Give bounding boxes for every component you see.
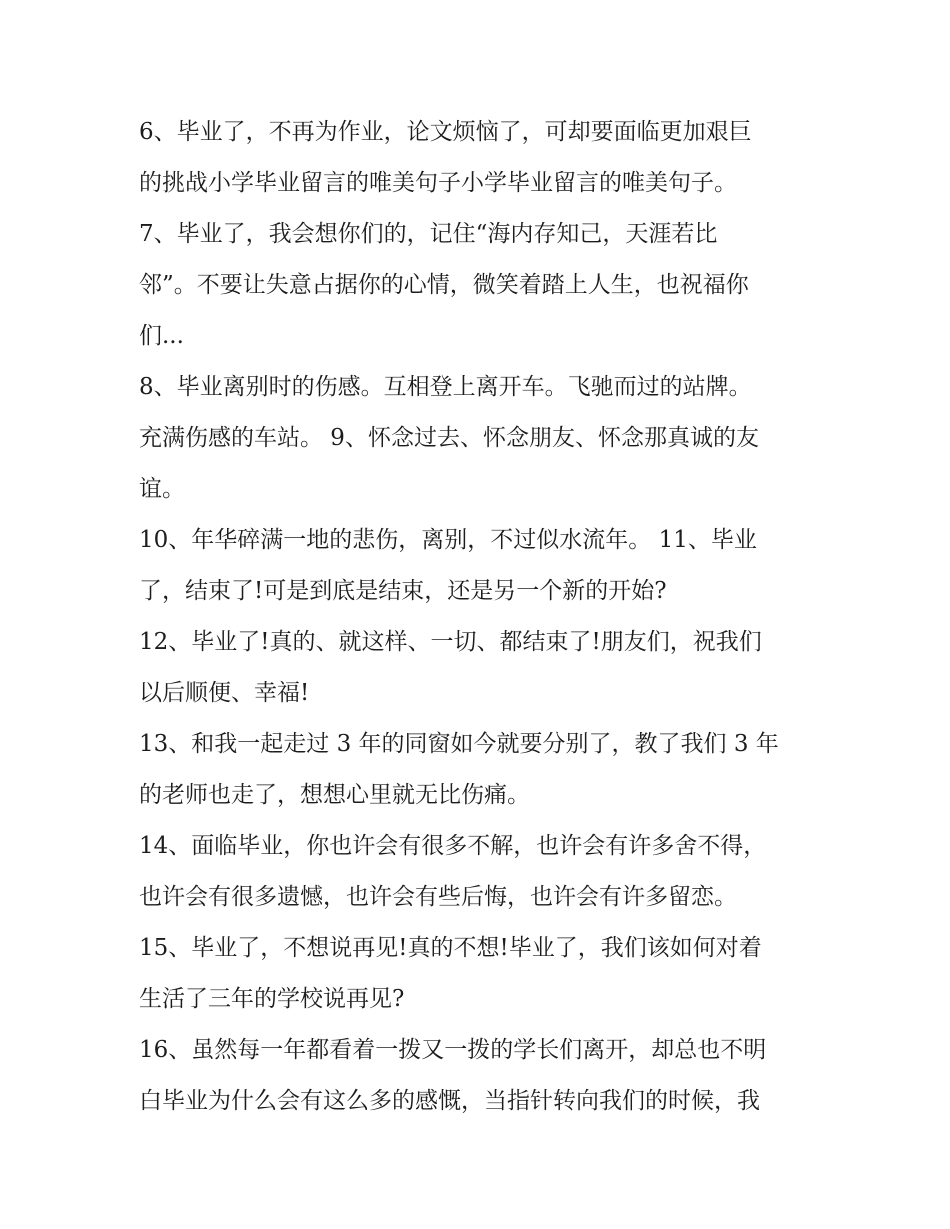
text-line: 的挑战小学毕业留言的唯美句子小学毕业留言的唯美句子。 (139, 170, 737, 196)
text-line: 充满伤感的车站。 9、怀念过去、怀念朋友、怀念那真诚的友 (139, 425, 759, 451)
text-line: 以后顺便、幸福! (139, 680, 310, 706)
text-line: 16、虽然每一年都看着一拨又一拨的学长们离开，却总也不明 (139, 1037, 767, 1063)
text-line: 了，结束了!可是到底是结束，还是另一个新的开始? (139, 578, 667, 604)
text-line: 10、年华碎满一地的悲伤，离别，不过似水流年。 11、毕业 (139, 527, 757, 553)
text-line: 们... (139, 323, 184, 349)
text-line: 13、和我一起走过 3 年的同窗如今就要分别了，教了我们 3 年 (139, 731, 779, 757)
text-line: 12、毕业了!真的、就这样、一切、都结束了!朋友们，祝我们 (139, 629, 762, 655)
text-line: 的老师也走了，想想心里就无比伤痛。 (139, 782, 530, 808)
text-line: 邻”。不要让失意占据你的心情，微笑着踏上人生，也祝福你 (139, 272, 749, 298)
text-line: 15、毕业了，不想说再见!真的不想!毕业了，我们该如何对着 (139, 935, 762, 961)
text-line: 7、毕业了，我会想你们的，记住“海内存知己，天涯若比 (139, 221, 718, 247)
text-line: 6、毕业了，不再为作业，论文烦恼了，可却要面临更加艰巨 (139, 119, 752, 145)
text-line: 14、面临毕业，你也许会有很多不解，也许会有许多舍不得， (139, 833, 767, 859)
text-line: 谊。 (139, 476, 185, 502)
text-line: 白毕业为什么会有这么多的感慨，当指针转向我们的时候，我 (139, 1088, 760, 1114)
document-page (139, 107, 819, 1127)
text-line: 8、毕业离别时的伤感。互相登上离开车。飞驰而过的站牌。 (139, 374, 752, 400)
text-line: 也许会有很多遗憾，也许会有些后悔，也许会有许多留恋。 (139, 884, 737, 910)
text-line: 生活了三年的学校说再见? (139, 986, 405, 1012)
